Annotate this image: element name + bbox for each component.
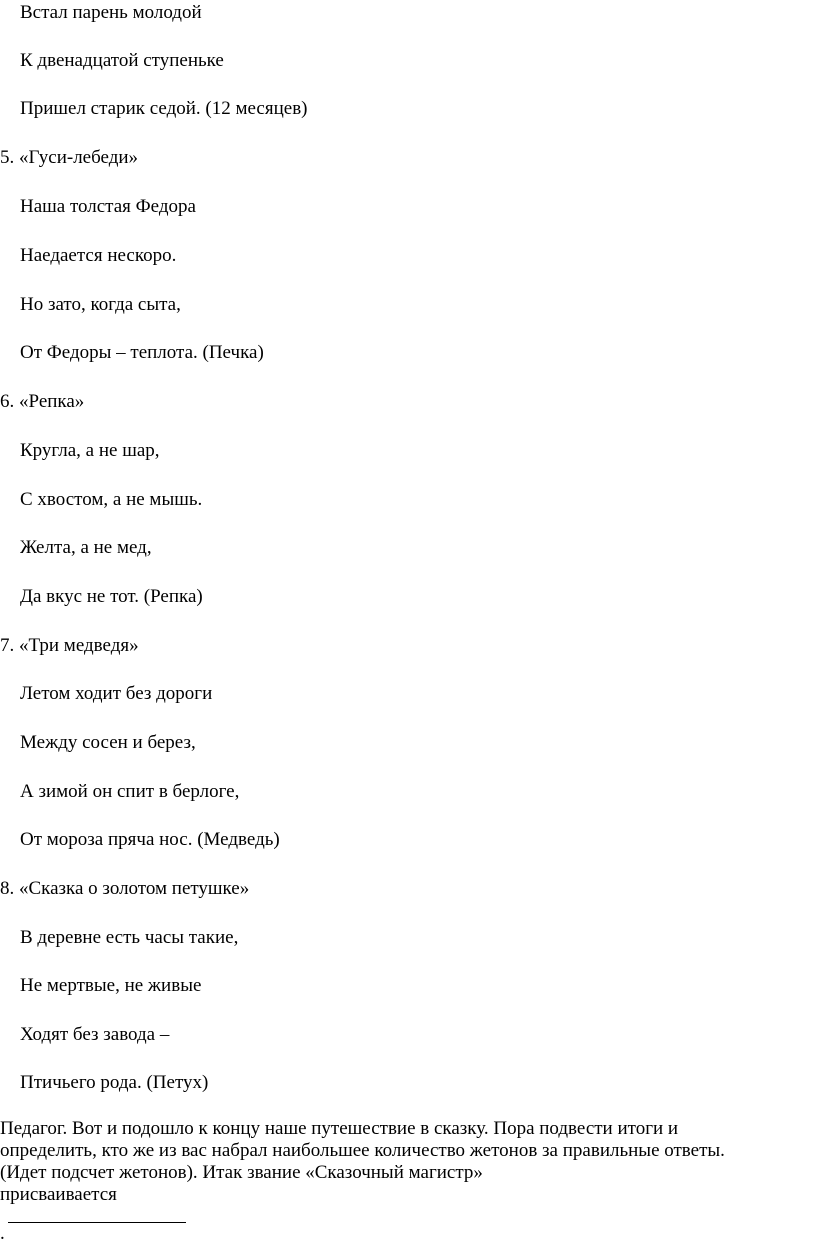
verse-line: Наедается нескоро. xyxy=(20,245,177,266)
verse-line: Да вкус не тот. (Репка) xyxy=(20,586,203,607)
verse-line: Желта, а не мед, xyxy=(20,537,152,558)
verse-line: Кругла, а не шар, xyxy=(20,440,160,461)
verse-line: Но зато, когда сыта, xyxy=(20,294,181,315)
verse-line: В деревне есть часы такие, xyxy=(20,927,239,948)
award-prefix: присваивается xyxy=(0,1184,117,1205)
winner-blank xyxy=(8,1206,186,1223)
riddle-heading: 6. «Репка» xyxy=(0,391,85,412)
closing-line: определить, кто же из вас набрал наибольшее количество жетонов за правильные ответы. xyxy=(0,1140,725,1161)
verse-line: От мороза пряча нос. (Медведь) xyxy=(20,829,280,850)
verse-line: Пришел старик седой. (12 месяцев) xyxy=(20,98,308,119)
verse-line: Между сосен и берез, xyxy=(20,732,196,753)
verse-line: Летом ходит без дороги xyxy=(20,683,213,704)
closing-line: Педагог. Вот и подошло к концу наше путешествие в сказку. Пора подвести итоги и xyxy=(0,1118,679,1139)
verse-line: От Федоры – теплота. (Печка) xyxy=(20,342,264,363)
verse-line: Встал парень молодой xyxy=(20,2,202,23)
verse-line: Ходят без завода – xyxy=(20,1024,170,1045)
verse-line: Наша толстая Федора xyxy=(20,196,196,217)
closing-line: (Идет подсчет жетонов). Итак звание «Сказочный магистр» xyxy=(0,1162,483,1183)
verse-line: Не мертвые, не живые xyxy=(20,975,202,996)
award-suffix: . xyxy=(0,1223,5,1244)
riddle-heading: 7. «Три медведя» xyxy=(0,635,139,656)
verse-line: С хвостом, а не мышь. xyxy=(20,489,203,510)
closing-paragraph xyxy=(0,1118,812,1245)
verse-line: Птичьего рода. (Петух) xyxy=(20,1072,209,1093)
verse-line: К двенадцатой ступеньке xyxy=(20,50,224,71)
closing-line-award xyxy=(0,1184,812,1245)
verse-line: А зимой он спит в берлоге, xyxy=(20,781,240,802)
riddle-heading: 5. «Гуси-лебеди» xyxy=(0,147,139,168)
riddle-heading: 8. «Сказка о золотом петушке» xyxy=(0,878,250,899)
